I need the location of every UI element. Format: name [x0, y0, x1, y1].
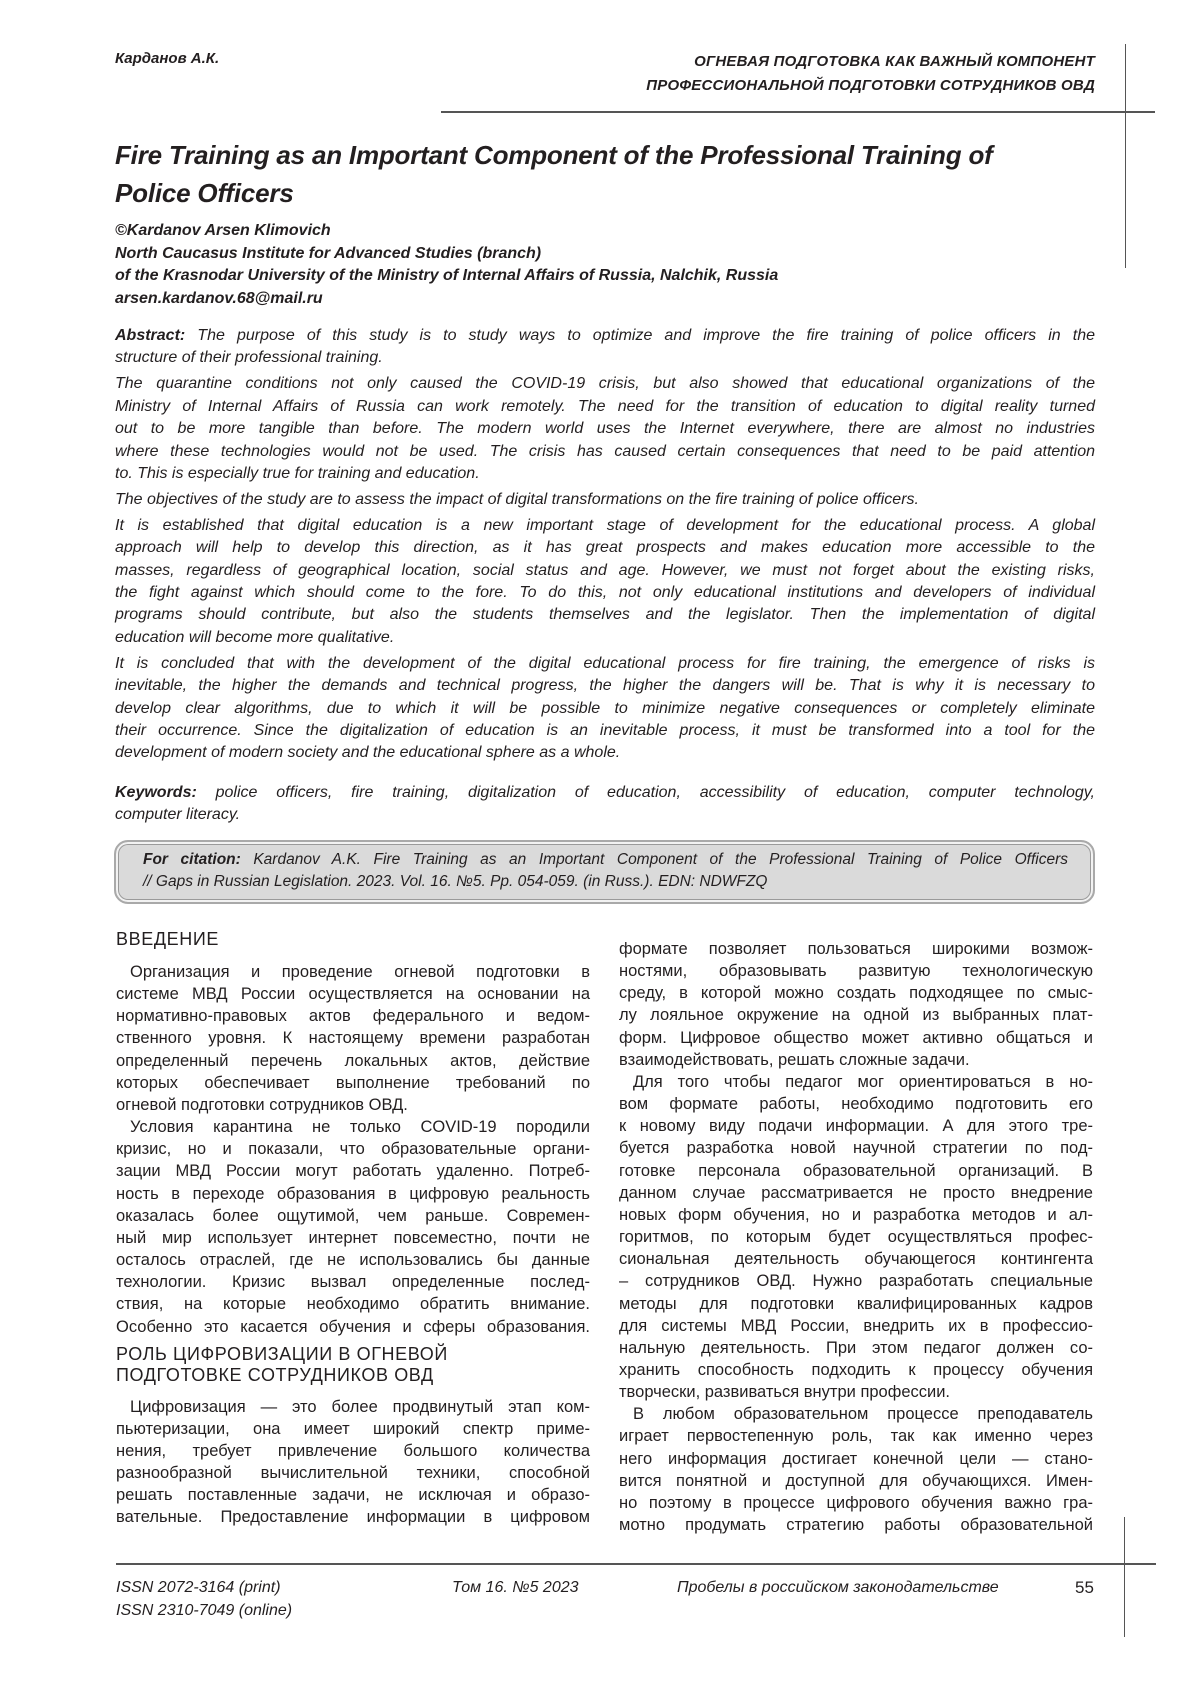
line-text: education will become more qualitative.: [115, 629, 394, 646]
paragraph: [115, 489, 1095, 511]
line-text: но поэтому в процессе цифрового обучения важно гра-: [619, 1494, 1093, 1512]
text-line: [115, 604, 1095, 626]
text-line: [619, 1226, 1093, 1248]
line-text: пьютеризации, она имеет широкий спектр приме-: [116, 1420, 590, 1438]
line-text: ность в переходе образования в цифровую реальность: [116, 1185, 590, 1203]
paragraph: [143, 849, 1068, 894]
text-line: [115, 560, 1095, 582]
text-line: [619, 1492, 1093, 1514]
line-text: вом формате работы, необходимо подготовить его: [619, 1095, 1093, 1113]
author-affiliation: North Caucasus Institute for Advanced Studies (branch): [115, 243, 778, 266]
text-line: [619, 1248, 1093, 1270]
line-text: играет первостепенную роль, так как именно через: [619, 1427, 1093, 1445]
text-line: [115, 489, 1095, 511]
line-text: the fight against which should come to the fore. To do this, not only educational institutions and developers of individual: [115, 584, 1095, 601]
paragraph: [619, 938, 1093, 1071]
line-text: Организация и проведение огневой подготовки в: [130, 963, 590, 981]
author-affiliation: of the Krasnodar University of the Ministry of Internal Affairs of Russia, Nalchik, Russia: [115, 265, 778, 288]
text-line: [116, 1116, 590, 1138]
line-text: masses, regardless of geographical location, social status and age. However, we must not forget about the existing risks,: [115, 562, 1095, 579]
issn-print: ISSN 2072-3164 (print): [116, 1576, 292, 1599]
text-line: [619, 960, 1093, 982]
line-text: творчески, развиваться внутри профессии.: [619, 1383, 950, 1401]
text-line: [116, 1027, 590, 1049]
line-text: В любом образовательном процессе преподаватель: [633, 1405, 1093, 1423]
text-line: [115, 515, 1095, 537]
line-text: inevitable, the higher the demands and technical progress, the higher the dangers will be. That is why it is necessary to: [115, 677, 1095, 694]
text-line: [619, 1137, 1093, 1159]
line-text: Условия карантина не только COVID-19 породили: [130, 1118, 590, 1136]
article-title: [115, 136, 1100, 212]
text-line: [619, 1160, 1093, 1182]
line-text: форм. Цифровое общество может активно общаться и: [619, 1029, 1093, 1047]
line-text: определенный перечень локальных актов, действие: [116, 1052, 590, 1070]
issn-online: ISSN 2310-7049 (online): [116, 1599, 292, 1622]
line-text: формате позволяет пользоваться широкими возмож-: [619, 940, 1093, 958]
text-line: [115, 627, 1095, 649]
text-line: [116, 1227, 590, 1249]
author-name: ©Kardanov Arsen Klimovich: [115, 220, 778, 243]
header-vertical-rule: [1125, 44, 1126, 268]
paragraph: [116, 1396, 590, 1529]
article-title-line: Police Officers: [115, 174, 1100, 212]
author-email[interactable]: arsen.kardanov.68@mail.ru: [115, 288, 778, 311]
line-text: хранить способность подходить к процессу обучения: [619, 1361, 1093, 1379]
header-divider: [441, 111, 1155, 113]
running-head-title: [646, 50, 1095, 98]
text-line: [619, 1027, 1093, 1049]
paragraph: [619, 1403, 1093, 1536]
text-line: [619, 938, 1093, 960]
label: Keywords:: [115, 784, 197, 801]
line-text: разнообразной вычислительной техники, способной: [116, 1464, 590, 1482]
text-line: [619, 1315, 1093, 1337]
text-line: [116, 961, 590, 983]
paragraph: [115, 515, 1095, 649]
line-text: develop clear algorithms, due to which it will be possible to minimize negative consequences or completely eliminate: [115, 700, 1095, 717]
text-line: [619, 1093, 1093, 1115]
line-text: police officers, fire training, digitalization of education, accessibility of education, computer technology,: [197, 784, 1095, 801]
text-line: [619, 1115, 1093, 1137]
paragraph: [116, 1116, 590, 1338]
line-text: новых форм обучения, но и разработка методов и ал-: [619, 1206, 1093, 1224]
text-line: [115, 782, 1095, 804]
line-text: методы для подготовки квалифицированных кадров: [619, 1295, 1093, 1313]
line-text: ностями, образовывать развитую технологическую: [619, 962, 1093, 980]
line-text: structure of their professional training.: [115, 349, 383, 366]
text-line: [619, 1403, 1093, 1425]
line-text: Kardanov A.K. Fire Training as an Important Component of the Professional Training of Police Officers: [241, 851, 1068, 868]
text-line: [619, 1004, 1093, 1026]
text-line: [115, 373, 1095, 395]
body-column-right: [619, 938, 1093, 1536]
line-text: для системы МВД России, внедрить их в профессио-: [619, 1317, 1093, 1335]
text-line: [115, 653, 1095, 675]
text-line: [116, 1271, 590, 1293]
text-line: [619, 1337, 1093, 1359]
line-text: нормативно-правовых актов федерального и ведом-: [116, 1007, 590, 1025]
text-line: [116, 1249, 590, 1271]
text-line: [116, 1005, 590, 1027]
footer-issn: [116, 1576, 292, 1622]
line-text: Цифровизация — это более продвинутый этап ком-: [130, 1398, 590, 1416]
introduction-text: [116, 961, 590, 1338]
line-text: to. This is especially true for training and education.: [115, 465, 480, 482]
page-number: 55: [1075, 1576, 1094, 1599]
footer-vertical-rule: [1124, 1517, 1125, 1637]
text-line: [115, 441, 1095, 463]
text-line: [115, 537, 1095, 559]
abstract: [115, 325, 1095, 768]
text-line: [143, 849, 1068, 871]
line-text: where these technologies would not be used. The crisis has caused certain consequences that need to be paid attention: [115, 443, 1095, 460]
footer-journal-name: Пробелы в российском законодательстве: [677, 1576, 999, 1599]
line-text: It is concluded that with the development of the digital educational process for fire training, the emergence of risks is: [115, 655, 1095, 672]
text-line: [115, 804, 1095, 826]
line-text: development of modern society and the educational sphere as a whole.: [115, 744, 620, 761]
text-line: [116, 1138, 590, 1160]
keywords: [115, 782, 1095, 827]
footer-divider: [116, 1563, 1156, 1565]
line-text: their occurrence. Since the digitalization of education is an inevitable process, it must be transformed into a tool for the: [115, 722, 1095, 739]
text-line: [619, 1270, 1093, 1292]
text-line: [115, 463, 1095, 485]
line-text: оказалась более ощутимой, чем раньше. Современ-: [116, 1207, 590, 1225]
line-text: зации МВД России могут работать удаленно. Потреб-: [116, 1162, 590, 1180]
line-text: The purpose of this study is to study ways to optimize and improve the fire training of police officers in the: [185, 327, 1095, 344]
text-line: [116, 983, 590, 1005]
text-line: [116, 1396, 590, 1418]
line-text: среду, в которой можно создать подходящее по смыс-: [619, 984, 1093, 1002]
paragraph: [115, 373, 1095, 485]
text-line: [115, 347, 1095, 369]
text-line: [619, 1049, 1093, 1071]
text-line: [619, 1381, 1093, 1403]
line-text: нальную деятельность. При этом педагог должен со-: [619, 1339, 1093, 1357]
line-text: ствия, на которые необходимо обратить внимание.: [116, 1295, 590, 1313]
paragraph: [115, 325, 1095, 370]
line-text: Особенно это касается обучения и сферы образования.: [116, 1318, 590, 1336]
citation: [143, 849, 1068, 894]
line-text: Ministry of Internal Affairs of Russia can work remotely. The need for the transition of education to digital reality turned: [115, 398, 1095, 415]
section-heading-digitalization: [116, 1344, 590, 1387]
line-text: осталось отраслей, где не использовались бы данные: [116, 1251, 590, 1269]
line-text: computer literacy.: [115, 806, 240, 823]
body-column-left: [116, 928, 590, 1529]
text-line: [115, 720, 1095, 742]
line-text: Для того чтобы педагог мог ориентироваться в но-: [633, 1073, 1093, 1091]
author-block: [115, 220, 778, 310]
line-text: It is established that digital education is a new important stage of development for the educational process. A global: [115, 517, 1095, 534]
paragraph: [619, 1071, 1093, 1403]
text-line: [116, 1418, 590, 1440]
paragraph: [115, 782, 1095, 827]
running-head-title-line: ОГНЕВАЯ ПОДГОТОВКА КАК ВАЖНЫЙ КОМПОНЕНТ: [646, 50, 1095, 74]
line-text: горитмов, по которым будет осуществляться профес-: [619, 1228, 1093, 1246]
text-line: [116, 1462, 590, 1484]
text-line: [115, 742, 1095, 764]
text-line: [116, 1050, 590, 1072]
line-text: которых обеспечивает выполнение требований по: [116, 1074, 590, 1092]
text-line: [116, 1293, 590, 1315]
text-line: [115, 418, 1095, 440]
line-text: out to be more tangible than before. The modern world uses the Internet everywhere, there are almost no industries: [115, 420, 1095, 437]
line-text: кризис, но и показали, что образовательные органи-: [116, 1140, 590, 1158]
text-line: [115, 396, 1095, 418]
digitalization-text: [116, 1396, 590, 1529]
text-line: [619, 1514, 1093, 1536]
line-text: огневой подготовки сотрудников ОВД.: [116, 1096, 408, 1114]
article-title-line: Fire Training as an Important Component of the Professional Training of: [115, 136, 1100, 174]
line-text: сиональная деятельность обучающегося контингента: [619, 1250, 1093, 1268]
line-text: мотно продумать стратегию работы образовательной: [619, 1516, 1093, 1534]
text-line: [619, 1425, 1093, 1447]
line-text: буется разработка новой научной стратегии по под-: [619, 1139, 1093, 1157]
line-text: лу лояльное окружение на одной из выбранных плат-: [619, 1006, 1093, 1024]
text-line: [115, 675, 1095, 697]
line-text: взаимодействовать, решать сложные задачи.: [619, 1051, 970, 1069]
line-text: ный мир использует интернет повсеместно, почти не: [116, 1229, 590, 1247]
text-line: [116, 1506, 590, 1528]
line-text: // Gaps in Russian Legislation. 2023. Vol. 16. №5. Pp. 054-059. (in Russ.). EDN: NDWFZQ: [143, 873, 767, 890]
text-line: [143, 871, 1068, 893]
text-line: [619, 1071, 1093, 1093]
text-line: [619, 1470, 1093, 1492]
text-line: [115, 325, 1095, 347]
line-text: него информация достигает конечной цели — стано-: [619, 1450, 1093, 1468]
section-heading-line: ПОДГОТОВКЕ СОТРУДНИКОВ ОВД: [116, 1365, 590, 1387]
line-text: вательные. Предоставление информации в цифровом: [116, 1508, 590, 1526]
text-line: [116, 1094, 590, 1116]
line-text: к новому виду подачи информации. А для этого тре-: [619, 1117, 1093, 1135]
text-line: [116, 1484, 590, 1506]
text-line: [116, 1440, 590, 1462]
line-text: технологии. Кризис вызвал определенные послед-: [116, 1273, 590, 1291]
text-line: [116, 1205, 590, 1227]
text-line: [115, 582, 1095, 604]
text-line: [619, 982, 1093, 1004]
footer-volume: Том 16. №5 2023: [452, 1576, 579, 1599]
text-line: [619, 1448, 1093, 1470]
line-text: решать поставленные задачи, не исключая и образо-: [116, 1486, 590, 1504]
text-line: [619, 1293, 1093, 1315]
running-head-author: Карданов А.К.: [115, 50, 219, 67]
text-line: [619, 1204, 1093, 1226]
line-text: вится понятной и доступной для обучающихся. Имен-: [619, 1472, 1093, 1490]
line-text: – сотрудников ОВД. Нужно разработать специальные: [619, 1272, 1093, 1290]
text-line: [619, 1359, 1093, 1381]
line-text: данном случае рассматривается не просто внедрение: [619, 1184, 1093, 1202]
text-line: [619, 1182, 1093, 1204]
text-line: [116, 1072, 590, 1094]
line-text: системе МВД России осуществляется на основании на: [116, 985, 590, 1003]
text-line: [116, 1316, 590, 1338]
section-heading-line: РОЛЬ ЦИФРОВИЗАЦИИ В ОГНЕВОЙ: [116, 1344, 590, 1366]
line-text: The objectives of the study are to assess the impact of digital transformations on the fire training of police officers.: [115, 491, 919, 508]
line-text: programs should contribute, but also the students themselves and the legislator. Then the implementation of digital: [115, 606, 1095, 623]
paragraph: [115, 653, 1095, 765]
text-line: [116, 1183, 590, 1205]
text-line: [115, 698, 1095, 720]
section-heading-introduction: ВВЕДЕНИЕ: [116, 928, 590, 950]
running-head-title-line: ПРОФЕССИОНАЛЬНОЙ ПОДГОТОВКИ СОТРУДНИКОВ ОВД: [646, 74, 1095, 98]
line-text: ственного уровня. К настоящему времени разработан: [116, 1029, 590, 1047]
line-text: The quarantine conditions not only caused the COVID-19 crisis, but also showed that educational organizations of the: [115, 375, 1095, 392]
line-text: approach will help to develop this direction, as it has great prospects and makes education more accessible to the: [115, 539, 1095, 556]
line-text: готовке персонала образовательной организаций. В: [619, 1162, 1093, 1180]
line-text: нения, требует привлечение большого количества: [116, 1442, 590, 1460]
paragraph: [116, 961, 590, 1116]
label: For citation:: [143, 851, 241, 868]
label: Abstract:: [115, 327, 185, 344]
text-line: [116, 1160, 590, 1182]
